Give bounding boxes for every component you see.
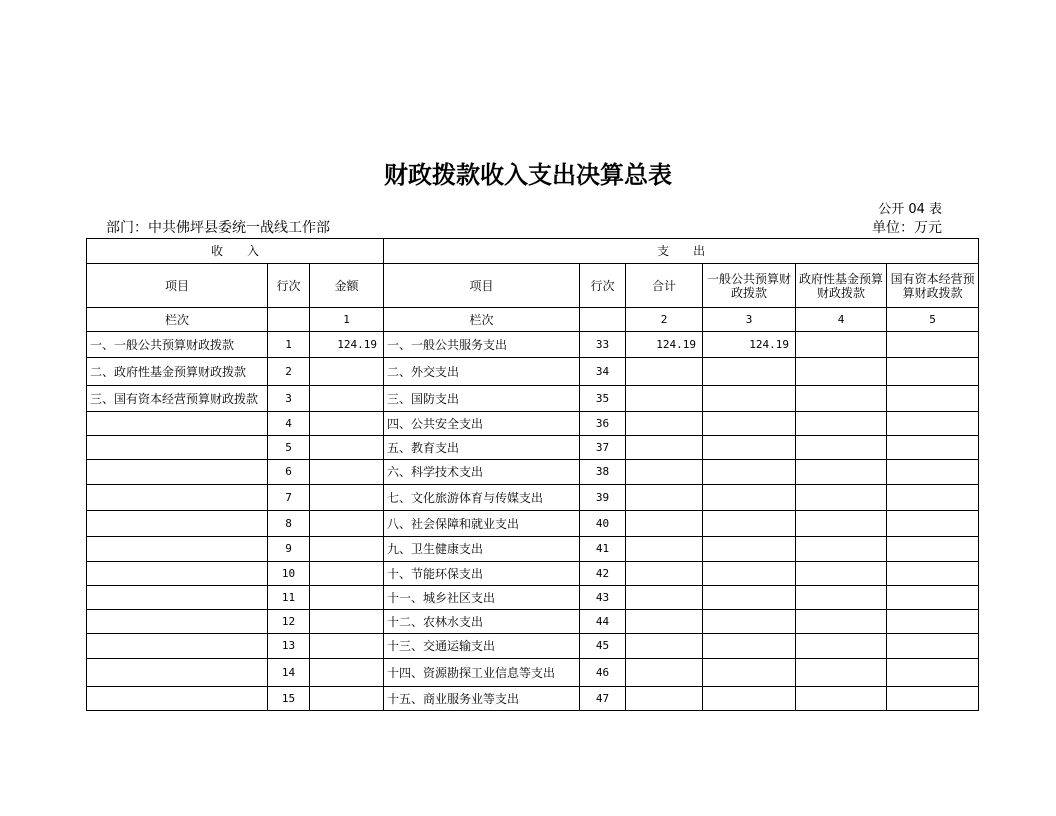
table-row bbox=[87, 511, 979, 537]
cell-income-item bbox=[87, 460, 268, 485]
cell-general bbox=[703, 687, 796, 711]
cell-general bbox=[703, 610, 796, 634]
cell-income-row: 3 bbox=[268, 386, 310, 412]
cell-income-row: 1 bbox=[268, 332, 310, 358]
cell-expense-row: 35 bbox=[580, 386, 626, 412]
cell-expense-item: 十四、资源勘探工业信息等支出 bbox=[384, 659, 580, 687]
cell-expense-row: 47 bbox=[580, 687, 626, 711]
cell-fund bbox=[796, 537, 887, 562]
cell-general bbox=[703, 460, 796, 485]
cell-fund bbox=[796, 436, 887, 460]
cell-income-row: 10 bbox=[268, 562, 310, 586]
cell-income-item bbox=[87, 485, 268, 511]
cell-state bbox=[887, 460, 979, 485]
table-row bbox=[87, 634, 979, 659]
cell-expense-row: 43 bbox=[580, 586, 626, 610]
form-number: 公开 04 表 bbox=[878, 202, 942, 217]
col-item2-header: 项目 bbox=[384, 264, 580, 308]
cell-state bbox=[887, 537, 979, 562]
lanci-5: 5 bbox=[887, 308, 979, 332]
table-row bbox=[87, 460, 979, 485]
cell-expense-item: 九、卫生健康支出 bbox=[384, 537, 580, 562]
col-fund-header: 政府性基金预算财政拨款 bbox=[796, 264, 887, 308]
cell-fund bbox=[796, 412, 887, 436]
cell-income-amount: 124.19 bbox=[310, 332, 384, 358]
cell-income-amount bbox=[310, 460, 384, 485]
cell-income-amount bbox=[310, 412, 384, 436]
cell-expense-row: 36 bbox=[580, 412, 626, 436]
cell-expense-row: 40 bbox=[580, 511, 626, 537]
cell-expense-item: 十五、商业服务业等支出 bbox=[384, 687, 580, 711]
cell-state bbox=[887, 659, 979, 687]
cell-income-row: 2 bbox=[268, 358, 310, 386]
cell-state bbox=[887, 610, 979, 634]
cell-income-item bbox=[87, 659, 268, 687]
cell-expense-row: 45 bbox=[580, 634, 626, 659]
col-state-header: 国有资本经营预算财政拨款 bbox=[887, 264, 979, 308]
cell-expense-item: 十一、城乡社区支出 bbox=[384, 586, 580, 610]
cell-state bbox=[887, 634, 979, 659]
cell-fund bbox=[796, 485, 887, 511]
cell-expense-item: 十二、农林水支出 bbox=[384, 610, 580, 634]
col-total-header: 合计 bbox=[626, 264, 703, 308]
cell-expense-row: 42 bbox=[580, 562, 626, 586]
cell-income-row: 15 bbox=[268, 687, 310, 711]
cell-expense-item: 五、教育支出 bbox=[384, 436, 580, 460]
cell-income-amount bbox=[310, 586, 384, 610]
cell-total bbox=[626, 436, 703, 460]
cell-state bbox=[887, 687, 979, 711]
cell-income-row: 9 bbox=[268, 537, 310, 562]
cell-expense-item: 一、一般公共服务支出 bbox=[384, 332, 580, 358]
cell-state bbox=[887, 586, 979, 610]
cell-total bbox=[626, 687, 703, 711]
lanci-3: 3 bbox=[703, 308, 796, 332]
table-row bbox=[87, 562, 979, 586]
col-amount-header: 金额 bbox=[310, 264, 384, 308]
cell-income-item: 一、一般公共预算财政拨款 bbox=[87, 332, 268, 358]
cell-income-amount bbox=[310, 485, 384, 511]
cell-total bbox=[626, 460, 703, 485]
cell-total bbox=[626, 586, 703, 610]
cell-state bbox=[887, 412, 979, 436]
cell-general bbox=[703, 412, 796, 436]
cell-income-row: 5 bbox=[268, 436, 310, 460]
cell-expense-item: 四、公共安全支出 bbox=[384, 412, 580, 436]
lanci-row bbox=[87, 308, 979, 332]
lanci-label2: 栏次 bbox=[384, 308, 580, 332]
cell-total bbox=[626, 659, 703, 687]
cell-total: 124.19 bbox=[626, 332, 703, 358]
table-row bbox=[87, 537, 979, 562]
cell-income-amount bbox=[310, 436, 384, 460]
table-row bbox=[87, 610, 979, 634]
cell-fund bbox=[796, 687, 887, 711]
cell-income-row: 13 bbox=[268, 634, 310, 659]
table-row bbox=[87, 687, 979, 711]
cell-income-item bbox=[87, 412, 268, 436]
cell-state bbox=[887, 386, 979, 412]
column-header-row bbox=[87, 264, 979, 308]
col-row2-header: 行次 bbox=[580, 264, 626, 308]
cell-total bbox=[626, 634, 703, 659]
lanci-label: 栏次 bbox=[87, 308, 268, 332]
col-row-header: 行次 bbox=[268, 264, 310, 308]
table-row bbox=[87, 586, 979, 610]
lanci-empty2 bbox=[580, 308, 626, 332]
cell-total bbox=[626, 610, 703, 634]
cell-total bbox=[626, 511, 703, 537]
cell-total bbox=[626, 562, 703, 586]
cell-income-item bbox=[87, 537, 268, 562]
department-label: 部门：中共佛坪县委统一战线工作部 bbox=[106, 220, 330, 236]
cell-income-amount bbox=[310, 386, 384, 412]
lanci-1: 1 bbox=[310, 308, 384, 332]
cell-general bbox=[703, 386, 796, 412]
table-row bbox=[87, 358, 979, 386]
cell-expense-item: 六、科学技术支出 bbox=[384, 460, 580, 485]
cell-income-item bbox=[87, 687, 268, 711]
cell-expense-row: 41 bbox=[580, 537, 626, 562]
lanci-4: 4 bbox=[796, 308, 887, 332]
cell-general bbox=[703, 537, 796, 562]
cell-fund bbox=[796, 659, 887, 687]
cell-general bbox=[703, 511, 796, 537]
cell-income-amount bbox=[310, 634, 384, 659]
cell-state bbox=[887, 436, 979, 460]
cell-fund bbox=[796, 562, 887, 586]
income-header: 收 入 bbox=[87, 239, 384, 264]
cell-fund bbox=[796, 460, 887, 485]
cell-expense-row: 33 bbox=[580, 332, 626, 358]
cell-expense-row: 44 bbox=[580, 610, 626, 634]
table-row bbox=[87, 386, 979, 412]
cell-income-amount bbox=[310, 511, 384, 537]
table-row bbox=[87, 436, 979, 460]
cell-income-amount bbox=[310, 659, 384, 687]
cell-income-item bbox=[87, 586, 268, 610]
cell-fund bbox=[796, 634, 887, 659]
cell-fund bbox=[796, 610, 887, 634]
cell-expense-item: 七、文化旅游体育与传媒支出 bbox=[384, 485, 580, 511]
budget-table bbox=[86, 238, 979, 711]
cell-expense-row: 46 bbox=[580, 659, 626, 687]
cell-income-row: 11 bbox=[268, 586, 310, 610]
cell-state bbox=[887, 485, 979, 511]
col-general-header: 一般公共预算财政拨款 bbox=[703, 264, 796, 308]
cell-income-row: 14 bbox=[268, 659, 310, 687]
cell-expense-row: 37 bbox=[580, 436, 626, 460]
table-row bbox=[87, 412, 979, 436]
cell-income-row: 4 bbox=[268, 412, 310, 436]
cell-general bbox=[703, 436, 796, 460]
cell-income-item: 二、政府性基金预算财政拨款 bbox=[87, 358, 268, 386]
cell-general bbox=[703, 358, 796, 386]
cell-state bbox=[887, 562, 979, 586]
cell-income-item bbox=[87, 562, 268, 586]
cell-fund bbox=[796, 586, 887, 610]
cell-income-amount bbox=[310, 358, 384, 386]
cell-income-row: 6 bbox=[268, 460, 310, 485]
cell-state bbox=[887, 332, 979, 358]
unit-label: 单位：万元 bbox=[872, 220, 942, 236]
cell-income-row: 7 bbox=[268, 485, 310, 511]
cell-total bbox=[626, 412, 703, 436]
table-row bbox=[87, 485, 979, 511]
cell-income-row: 12 bbox=[268, 610, 310, 634]
cell-general bbox=[703, 659, 796, 687]
col-item-header: 项目 bbox=[87, 264, 268, 308]
table-row bbox=[87, 659, 979, 687]
cell-income-item bbox=[87, 610, 268, 634]
cell-general bbox=[703, 485, 796, 511]
cell-income-amount bbox=[310, 610, 384, 634]
cell-income-amount bbox=[310, 562, 384, 586]
expense-header: 支 出 bbox=[384, 239, 979, 264]
cell-income-item: 三、国有资本经营预算财政拨款 bbox=[87, 386, 268, 412]
cell-income-item bbox=[87, 511, 268, 537]
cell-general bbox=[703, 586, 796, 610]
cell-fund bbox=[796, 358, 887, 386]
cell-expense-item: 十三、交通运输支出 bbox=[384, 634, 580, 659]
page-title: 财政拨款收入支出决算总表 bbox=[384, 160, 672, 189]
cell-income-amount bbox=[310, 687, 384, 711]
cell-fund bbox=[796, 511, 887, 537]
cell-general: 124.19 bbox=[703, 332, 796, 358]
cell-income-item bbox=[87, 634, 268, 659]
lanci-2: 2 bbox=[626, 308, 703, 332]
cell-fund bbox=[796, 332, 887, 358]
section-header-row bbox=[87, 239, 979, 264]
cell-general bbox=[703, 634, 796, 659]
cell-expense-item: 二、外交支出 bbox=[384, 358, 580, 386]
cell-expense-item: 八、社会保障和就业支出 bbox=[384, 511, 580, 537]
cell-total bbox=[626, 485, 703, 511]
cell-income-amount bbox=[310, 537, 384, 562]
cell-expense-row: 39 bbox=[580, 485, 626, 511]
cell-total bbox=[626, 537, 703, 562]
cell-expense-item: 三、国防支出 bbox=[384, 386, 580, 412]
cell-general bbox=[703, 562, 796, 586]
cell-expense-row: 34 bbox=[580, 358, 626, 386]
cell-total bbox=[626, 386, 703, 412]
cell-state bbox=[887, 358, 979, 386]
cell-income-item bbox=[87, 436, 268, 460]
cell-fund bbox=[796, 386, 887, 412]
cell-expense-row: 38 bbox=[580, 460, 626, 485]
cell-total bbox=[626, 358, 703, 386]
cell-state bbox=[887, 511, 979, 537]
lanci-empty bbox=[268, 308, 310, 332]
cell-income-row: 8 bbox=[268, 511, 310, 537]
cell-expense-item: 十、节能环保支出 bbox=[384, 562, 580, 586]
table-row bbox=[87, 332, 979, 358]
